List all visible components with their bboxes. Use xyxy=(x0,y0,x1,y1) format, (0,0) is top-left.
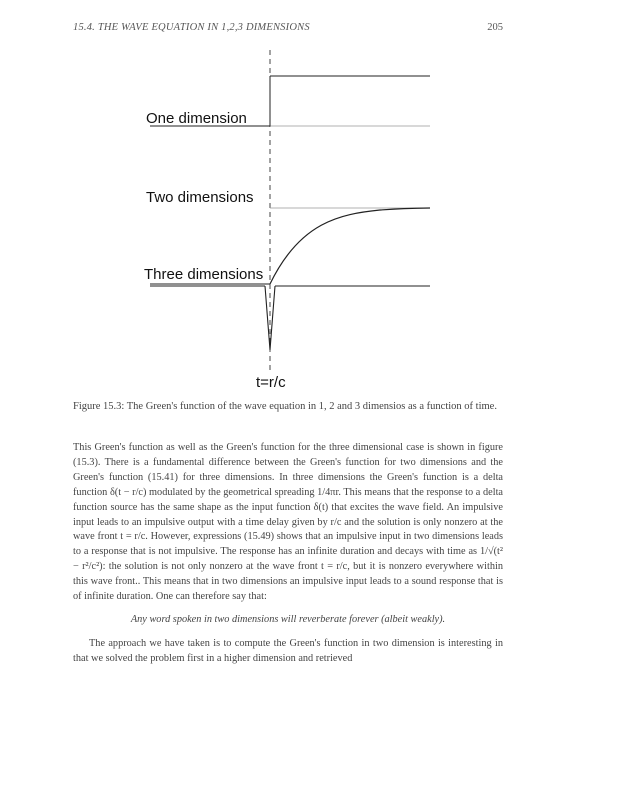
two-dimensions-label: Two dimensions xyxy=(146,189,254,206)
highlighted-statement: Any word spoken in two dimensions will reverberate forever (albeit weakly). xyxy=(130,613,446,625)
time-axis-label: t=r/c xyxy=(256,374,286,391)
three-dimensions-curve xyxy=(150,286,430,350)
one-dimension-label: One dimension xyxy=(146,110,247,127)
figure-caption: Figure 15.3: The Green's function of the wave equation in 1, 2 and 3 dimensios as a function of time. xyxy=(73,401,497,412)
paragraph: The approach we have taken is to compute the Green's function in two dimension is interesting in that we solved the problem first in a higher dimension and retrieved xyxy=(73,637,503,664)
three-dimensions-label: Three dimensions xyxy=(144,266,264,283)
page-number: 205 xyxy=(487,22,503,33)
section-title: 15.4. THE WAVE EQUATION IN 1,2,3 DIMENSIONS xyxy=(73,22,310,33)
body-text xyxy=(73,441,503,667)
paragraph: This Green's function as well as the Green's function for the three dimensional case is shown in figure (15.3). There is a fundamental difference between the Green's function for two dimensions and the Green's function (15.41) for three dimensions. In three dimensions the Green's function is a delta function δ(t − r/c) modulated by the geometrical spreading 1/4πr. This means that the response to a delta function source has the same shape as the input function δ(t) that excites the wave field. An impulsive input leads to an impulsive output with a time delay given by r/c and the solution is only nonzero at the wave front t = r/c. However, expressions (15.49) shows that an impulsive input in two dimensions leads to a response that is not impulsive. The response has an infinite duration and decays with time as 1/√(t² − r²/c²): the solution is not only nonzero at the wave front t = r/c, but it is nonzero everywhere within this wave front.. This means that in two dimensions an impulsive input leads to a sound response that is of infinite duration. One can therefore say that: xyxy=(73,442,503,603)
